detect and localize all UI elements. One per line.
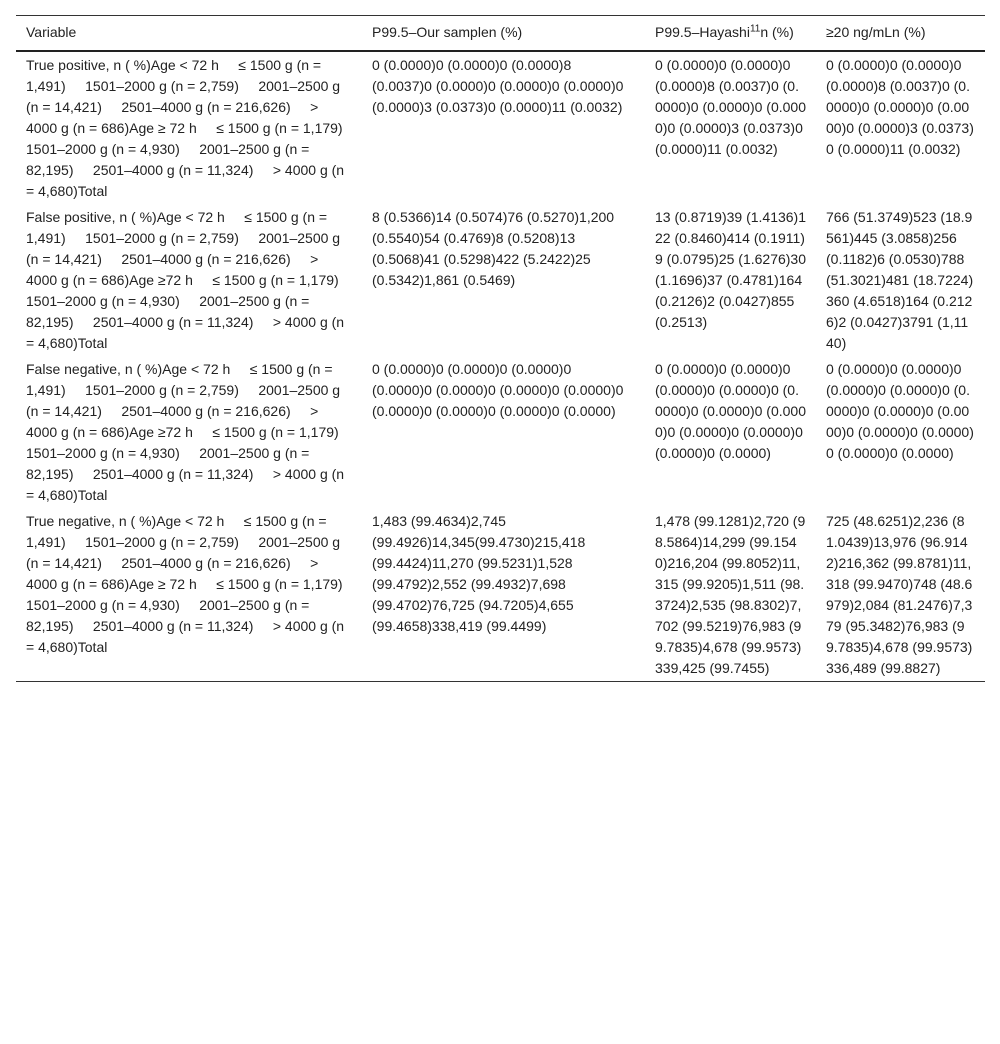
table-row-true-negative	[16, 508, 985, 682]
header-hayashi-suffix: n (%)	[760, 24, 794, 40]
cell-cutoff-20: 0 (0.0000)0 (0.0000)0 (0.0000)8 (0.0037)0 (0.0000)0 (0.0000)0 (0.0000)0 (0.0000)3 (0.0373)0 (0.0000)11 (0.0032)	[826, 57, 974, 157]
table-row-false-positive	[16, 204, 985, 356]
table-row-true-positive	[16, 51, 985, 204]
cell-hayashi: 13 (0.8719)39 (1.4136)122 (0.8460)414 (0.1911)9 (0.0795)25 (1.6276)30 (1.1696)37 (0.4781)164 (0.2126)2 (0.0427)855 (0.2513)	[655, 209, 810, 330]
cell-variable: True positive, n ( %)Age < 72 h ≤ 1500 g (n = 1,491) 1501–2000 g (n = 2,759) 2001–2500 g (n = 14,421) 2501–4000 g (n = 216,626) > 4000 g (n = 686)Age ≥ 72 h ≤ 1500 g (n = 1,179) 1501–2000 g (n = 4,930) 2001–2500 g (n = 82,195) 2501–4000 g (n = 11,324) > 4000 g (n = 4,680)Total	[26, 57, 363, 199]
header-variable: Variable	[26, 24, 77, 40]
cell-cutoff-20: 725 (48.6251)2,236 (81.0439)13,976 (96.9142)216,362 (99.8781)11,318 (99.9470)748 (48.6979)2,084 (81.2476)7,379 (95.3482)76,983 (99.7835)4,678 (99.9573)336,489 (99.8827)	[826, 513, 973, 676]
header-our-sample: P99.5–Our samplen (%)	[372, 24, 523, 40]
cell-variable: False positive, n ( %)Age < 72 h ≤ 1500 g (n = 1,491) 1501–2000 g (n = 2,759) 2001–2500 g (n = 14,421) 2501–4000 g (n = 216,626) > 4000 g (n = 686)Age ≥72 h ≤ 1500 g (n = 1,179) 1501–2000 g (n = 4,930) 2001–2500 g (n = 82,195) 2501–4000 g (n = 11,324) > 4000 g (n = 4,680)Total	[26, 209, 359, 351]
header-hayashi-prefix: P99.5–Hayashi	[655, 24, 750, 40]
cell-hayashi: 0 (0.0000)0 (0.0000)0 (0.0000)0 (0.0000)0 (0.0000)0 (0.0000)0 (0.0000)0 (0.0000)0 (0.0000)0 (0.0000)0 (0.0000)	[655, 361, 807, 461]
table-header	[16, 16, 985, 52]
table-body	[16, 51, 985, 682]
cell-variable: True negative, n ( %)Age < 72 h ≤ 1500 g (n = 1,491) 1501–2000 g (n = 2,759) 2001–2500 g (n = 14,421) 2501–4000 g (n = 216,626) > 4000 g (n = 686)Age ≥ 72 h ≤ 1500 g (n = 1,179) 1501–2000 g (n = 4,930) 2001–2500 g (n = 82,195) 2501–4000 g (n = 11,324) > 4000 g (n = 4,680)Total	[26, 513, 363, 655]
cell-our-sample: 1,483 (99.4634)2,745 (99.4926)14,345(99.4730)215,418 (99.4424)11,270 (99.5231)1,528 (99.4792)2,552 (99.4932)7,698 (99.4702)76,725 (94.7205)4,655 (99.4658)338,419 (99.4499)	[372, 513, 590, 634]
cell-hayashi: 1,478 (99.1281)2,720 (98.5864)14,299 (99.1540)216,204 (99.8052)11,315 (99.9205)1,511 (98.3724)2,535 (98.8302)7,702 (99.5219)76,983 (99.7835)4,678 (99.9573)339,425 (99.7455)	[655, 513, 806, 676]
header-hayashi-reference: 11	[749, 23, 761, 35]
header-row	[16, 16, 985, 52]
cell-our-sample: 8 (0.5366)14 (0.5074)76 (0.5270)1,200 (0.5540)54 (0.4769)8 (0.5208)13 (0.5068)41 (0.5298)422 (5.2422)25 (0.5342)1,861 (0.5469)	[372, 209, 618, 288]
results-table	[16, 15, 985, 682]
table-row-false-negative	[16, 356, 985, 508]
header-hayashi	[645, 16, 816, 52]
cell-cutoff-20: 0 (0.0000)0 (0.0000)0 (0.0000)0 (0.0000)0 (0.0000)0 (0.0000)0 (0.0000)0 (0.0000)0 (0.0000)0 (0.0000)0 (0.0000)	[826, 361, 974, 461]
cell-variable: False negative, n ( %)Age < 72 h ≤ 1500 g (n = 1,491) 1501–2000 g (n = 2,759) 2001–2500 g (n = 14,421) 2501–4000 g (n = 216,626) > 4000 g (n = 686)Age ≥72 h ≤ 1500 g (n = 1,179) 1501–2000 g (n = 4,930) 2001–2500 g (n = 82,195) 2501–4000 g (n = 11,324) > 4000 g (n = 4,680)Total	[26, 361, 359, 503]
header-cutoff-20: ≥20 ng/mLn (%)	[826, 24, 926, 40]
cell-cutoff-20: 766 (51.3749)523 (18.9561)445 (3.0858)256 (0.1182)6 (0.0530)788 (51.3021)481 (18.7224)360 (4.6518)164 (0.2126)2 (0.0427)3791 (1,1140)	[826, 209, 974, 351]
cell-our-sample: 0 (0.0000)0 (0.0000)0 (0.0000)0 (0.0000)0 (0.0000)0 (0.0000)0 (0.0000)0 (0.0000)0 (0.0000)0 (0.0000)0 (0.0000)	[372, 361, 628, 419]
cell-our-sample: 0 (0.0000)0 (0.0000)0 (0.0000)8 (0.0037)0 (0.0000)0 (0.0000)0 (0.0000)0 (0.0000)3 (0.0373)0 (0.0000)11 (0.0032)	[372, 57, 628, 115]
cell-hayashi: 0 (0.0000)0 (0.0000)0 (0.0000)8 (0.0037)0 (0.0000)0 (0.0000)0 (0.0000)0 (0.0000)3 (0.0373)0 (0.0000)11 (0.0032)	[655, 57, 807, 157]
